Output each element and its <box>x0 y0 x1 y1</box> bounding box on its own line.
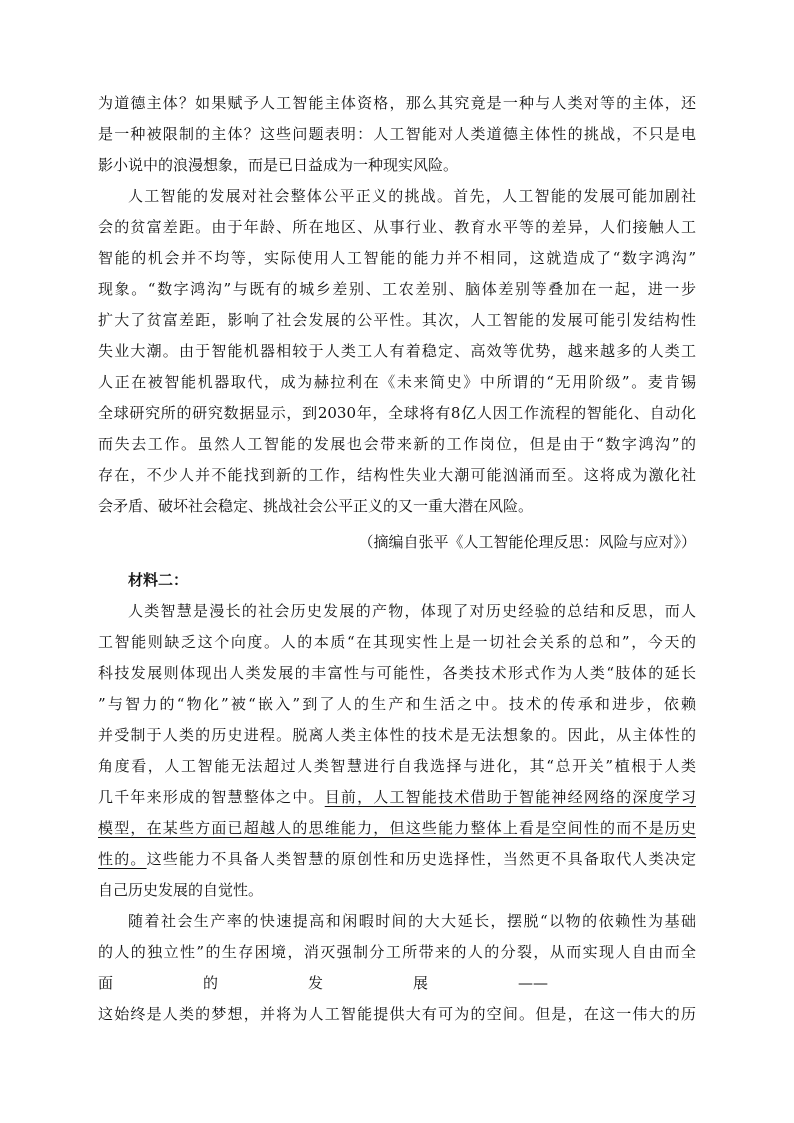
text-line: 这始终是人类的梦想，并将为人工智能提供大有可为的空间。但是，在这一伟大的历 <box>98 1005 696 1023</box>
text-line: 会的贫富差距。由于年龄、所在地区、从事行业、教育水平等的差异，人们接触人工 <box>98 218 696 236</box>
paragraph-start-line: 随着社会生产率的快速提高和闲暇时间的大大延长，摆脱“以物的依赖性为基础 <box>128 912 696 930</box>
text-line: 会矛盾、破坏社会稳定、挑战社会公平正义的又一重大潜在风险。 <box>98 497 534 515</box>
text-segment: 几千年来形成的智慧整体之中。 <box>98 788 325 806</box>
text-line: 科技发展则体现出人类发展的丰富性与可能性，各类技术形式作为人类“肢体的延长 <box>98 664 696 682</box>
text-line: 工智能则缺乏这个向度。人的本质“在其现实性上是一切社会关系的总和”，今天的 <box>98 633 696 651</box>
text-line: 为道德主体？如果赋予人工智能主体资格，那么其究竟是一种与人类对等的主体，还 <box>98 94 696 112</box>
text-line: 自己历史发展的自觉性。 <box>98 881 264 899</box>
text-line: 现象。“数字鸿沟”与既有的城乡差别、工农差别、脑体差别等叠加在一起，进一步 <box>98 280 696 298</box>
text-line: 的人的独立性”的生存困境，消灭强制分工所带来的人的分裂，从而实现人自由而全 <box>98 943 696 961</box>
source-citation: （摘编自张平《人工智能伦理反思：风险与应对》） <box>358 533 696 551</box>
text-line: 失业大潮。由于智能机器相较于人类工人有着稳定、高效等优势，越来越多的人类工 <box>98 342 696 360</box>
text-line: 而失去工作。虽然人工智能的发展也会带来新的工作岗位，但是由于“数字鸿沟”的 <box>98 435 696 453</box>
text-line: 影小说中的浪漫想象，而是已日益成为一种现实风险。 <box>98 156 459 174</box>
text-segment: 这些能力不具备人类智慧的原创性和历史选择性，当然更不具备取代人类决定 <box>146 850 696 868</box>
text-line: 扩大了贫富差距，影响了社会发展的公平性。其次，人工智能的发展可能引发结构性 <box>98 311 696 329</box>
section-heading: 材料二： <box>128 571 189 589</box>
text-line: 是一种被限制的主体？这些问题表明：人工智能对人类道德主体性的挑战，不只是电 <box>98 125 696 143</box>
text-line <box>98 782 696 812</box>
underlined-sentence-end: 性的。 <box>98 850 147 868</box>
paragraph-start-line: 人类智慧是漫长的社会历史发展的产物，体现了对历史经验的总结和反思，而人 <box>128 602 696 620</box>
text-line: 存在，不少人并不能找到新的工作，结构性失业大潮可能汹涌而至。这将成为激化社 <box>98 466 696 484</box>
underlined-sentence-line: 模型，在某些方面已超越人的思维能力，但这些能力整体上看是空间性的而不是历史 <box>98 819 696 837</box>
text-line: ”与智力的“物化”被“嵌入”到了人的生产和生活之中。技术的传承和进步，依赖 <box>98 695 696 713</box>
underlined-sentence: 目前，人工智能技术借助于智能神经网络的深度学习 <box>324 788 696 806</box>
text-line: 全球研究所的研究数据显示，到2030年，全球将有8亿人因工作流程的智能化、自动化 <box>98 404 696 422</box>
text-line: 并受制于人类的历史进程。脱离人类主体性的技术是无法想象的。因此，从主体性的 <box>98 726 696 744</box>
text-line: 智能的机会并不均等，实际使用人工智能的能力并不相同，这就造成了“数字鸿沟” <box>98 249 696 267</box>
spread-text-line: 面 的 发 展 —— <box>98 974 549 992</box>
text-line: 人正在被智能机器取代，成为赫拉利在《未来简史》中所谓的“无用阶级”。麦肯锡 <box>98 373 696 391</box>
text-line: 角度看，人工智能无法超过人类智慧进行自我选择与进化，其“总开关”植根于人类 <box>98 757 696 775</box>
text-line <box>98 844 696 874</box>
paragraph-start-line: 人工智能的发展对社会整体公平正义的挑战。首先，人工智能的发展可能加剧社 <box>128 187 696 205</box>
